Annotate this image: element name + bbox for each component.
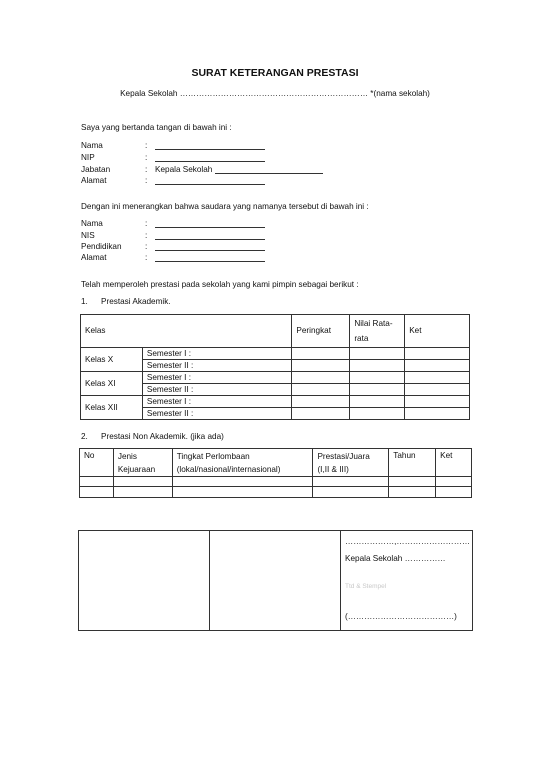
nonacademic-table (79, 448, 472, 498)
signer-nip-label: NIP (81, 153, 95, 162)
table-cell (292, 384, 350, 396)
table-cell (389, 477, 436, 487)
document-title: SURAT KETERANGAN PRESTASI (191, 67, 359, 79)
table-cell (436, 487, 472, 498)
header-nilai-line2: rata (354, 334, 369, 343)
table-cell (80, 477, 114, 487)
colon: : (145, 141, 148, 150)
section1-number: 1. (81, 297, 88, 306)
table-cell (405, 408, 470, 420)
table-cell (436, 477, 472, 487)
student-alamat-label: Alamat (81, 253, 107, 262)
place-date: ………………,……………………… (345, 537, 471, 546)
achievement-intro: Telah memperoleh prestasi pada sekolah yang kami pimpin sebagai berikut : (81, 280, 359, 289)
semester-label: Semester II : (142, 384, 292, 396)
table-cell (405, 372, 470, 384)
table-cell (172, 477, 313, 487)
intro-text: Saya yang bertanda tangan di bawah ini : (81, 123, 232, 132)
signer-nip-line (155, 161, 265, 162)
table-cell (405, 396, 470, 408)
signer-alamat-label: Alamat (81, 176, 107, 185)
table-cell (405, 348, 470, 360)
colon: : (145, 242, 148, 251)
table-cell (350, 384, 405, 396)
header-nilai-line1: Nilai Rata- (354, 319, 393, 328)
header-prestasi (313, 449, 389, 477)
semester-label: Semester II : (142, 408, 292, 420)
table-cell (350, 360, 405, 372)
table-cell (350, 348, 405, 360)
semester-label: Semester I : (142, 372, 292, 384)
header-jenis (113, 449, 172, 477)
signer-name-label: Nama (81, 141, 103, 150)
signer-alamat-line (155, 184, 265, 185)
table-cell (292, 408, 350, 420)
class-label: Kelas XII (81, 396, 143, 420)
header-no-label: No (84, 451, 95, 460)
header-jenis-line1: Jenis (117, 451, 137, 461)
header-no (80, 449, 114, 477)
signer-position: Kepala Sekolah …………… (345, 554, 446, 563)
table-cell (405, 360, 470, 372)
table-cell (172, 487, 313, 498)
colon: : (145, 165, 148, 174)
section2-number: 2. (81, 432, 88, 441)
table-cell (389, 487, 436, 498)
signer-name-line (155, 149, 265, 150)
header-ket: Ket (405, 315, 470, 348)
signer-jabatan-label: Jabatan (81, 165, 111, 174)
table-cell (80, 487, 114, 498)
semester-label: Semester II : (142, 360, 292, 372)
section2-title: Prestasi Non Akademik. (jika ada) (101, 432, 224, 441)
signature-empty-cell-middle (209, 531, 341, 631)
header-ket-label: Ket (440, 451, 453, 460)
signature-table (78, 530, 473, 631)
signature-cell (341, 531, 473, 631)
table-cell (313, 477, 389, 487)
statement-text: Dengan ini menerangkan bahwa saudara yang namanya tersebut di bawah ini : (81, 202, 369, 211)
header-tingkat (172, 449, 313, 477)
table-cell (350, 396, 405, 408)
student-name-label: Nama (81, 219, 103, 228)
header-ket (436, 449, 472, 477)
colon: : (145, 176, 148, 185)
stamp-hint: Ttd & Stempel (345, 583, 387, 590)
signer-name-placeholder: (…………………………………) (345, 612, 457, 621)
colon: : (145, 253, 148, 262)
signer-jabatan-line (215, 173, 323, 174)
colon: : (145, 153, 148, 162)
table-cell (350, 372, 405, 384)
header-tingkat-line2: (lokal/nasional/internasional) (176, 464, 281, 474)
header-prestasi-line1: Prestasi/Juara (317, 451, 370, 461)
class-label: Kelas XI (81, 372, 143, 396)
student-nis-label: NIS (81, 231, 95, 240)
table-cell (292, 372, 350, 384)
signer-jabatan-value: Kepala Sekolah (155, 165, 213, 174)
signature-empty-cell-left (79, 531, 210, 631)
semester-label: Semester I : (142, 396, 292, 408)
student-nis-line (155, 239, 265, 240)
header-kelas: Kelas (81, 315, 292, 348)
table-cell (292, 396, 350, 408)
class-label: Kelas X (81, 348, 143, 372)
header-tahun (389, 449, 436, 477)
header-prestasi-line2: (I,II & III) (317, 464, 349, 474)
colon: : (145, 231, 148, 240)
student-pendidikan-label: Pendidikan (81, 242, 122, 251)
table-cell (113, 477, 172, 487)
table-cell (292, 360, 350, 372)
table-cell (113, 487, 172, 498)
header-tahun-label: Tahun (393, 451, 416, 460)
semester-label: Semester I : (142, 348, 292, 360)
student-alamat-line (155, 261, 265, 262)
document-subtitle: Kepala Sekolah …………………………………………………………… *(nama sekolah) (120, 89, 430, 98)
header-nilai (350, 315, 405, 348)
header-jenis-line2: Kejuaraan (117, 464, 156, 474)
header-tingkat-line1: Tingkat Perlombaan (176, 451, 250, 461)
colon: : (145, 219, 148, 228)
student-name-line (155, 227, 265, 228)
student-pendidikan-line (155, 250, 265, 251)
table-cell (292, 348, 350, 360)
table-cell (313, 487, 389, 498)
section1-title: Prestasi Akademik. (101, 297, 171, 306)
header-peringkat: Peringkat (292, 315, 350, 348)
academic-table (80, 314, 470, 420)
table-cell (405, 384, 470, 396)
table-cell (350, 408, 405, 420)
